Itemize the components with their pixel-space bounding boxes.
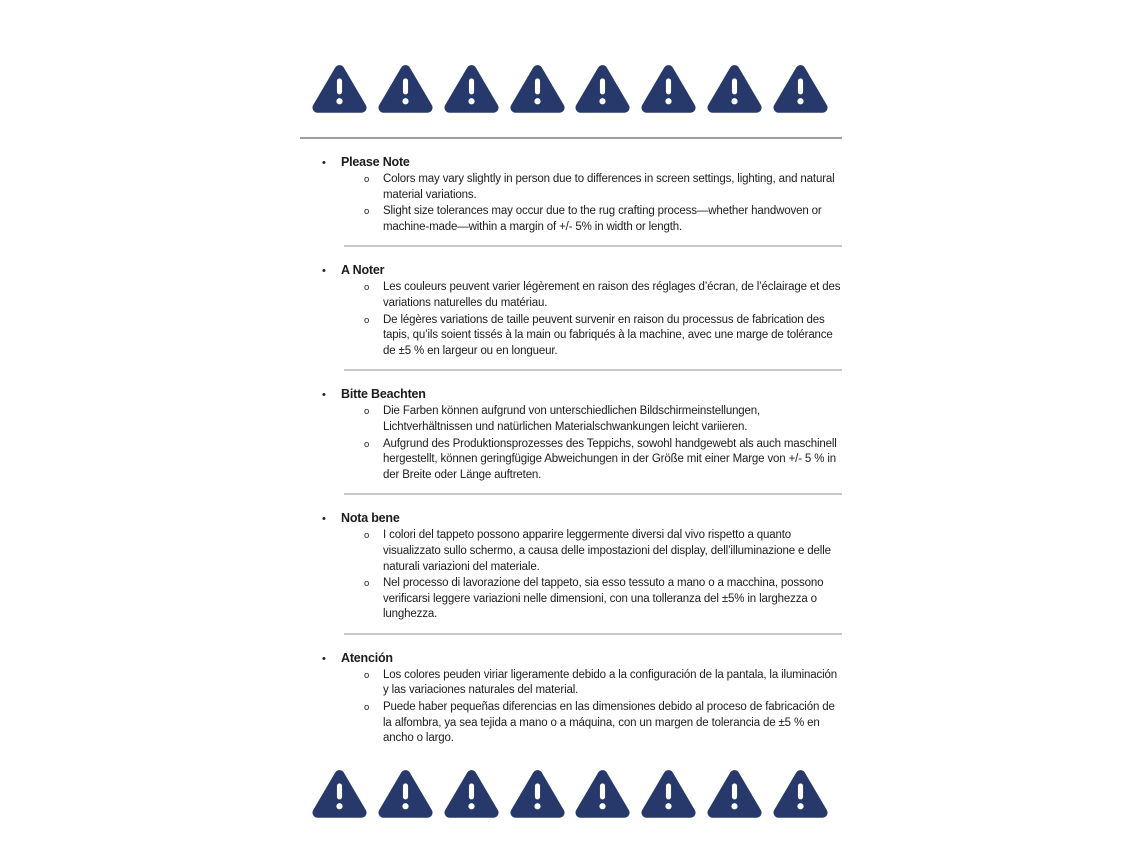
- warning-triangle-icon: [510, 767, 565, 819]
- section-heading: Bitte Beachten: [341, 387, 426, 402]
- section-divider: [344, 245, 842, 247]
- note-bullet: [364, 313, 842, 360]
- warning-triangle-icon: [707, 767, 762, 819]
- sub-bullet-marker: o: [364, 669, 370, 681]
- warning-triangle-icon: [575, 767, 630, 819]
- note-bullet: [364, 204, 842, 235]
- section-heading-row: [300, 651, 842, 666]
- note-text: Nel processo di lavorazione del tappeto, sia esso tessuto a mano o a macchina, possono verificarsi leggere variazioni nelle dimensioni, con una tolleranza del ±5% in larghezza o lunghezza.: [383, 577, 824, 621]
- sub-bullet-marker: o: [364, 174, 370, 185]
- section-divider: [344, 493, 842, 495]
- section-heading: Please Note: [341, 155, 410, 169]
- note-bullet: [364, 404, 842, 435]
- note-text: Puede haber pequeñas diferencias en las dimensiones debido al proceso de fabricación de la alfombra, ya sea tejida a mano o a máquina, con un margen de tolerancia de ±5 % en ancho o largo.: [383, 701, 835, 745]
- note-bullet: [364, 528, 842, 575]
- section-divider: [344, 369, 842, 371]
- section-bullets: [300, 668, 842, 747]
- note-text: Los colores peuden viriar ligeramente debido a la configuración de la pantala, la iluminación y las variaciones naturales del material.: [383, 668, 838, 697]
- note-bullet: [364, 700, 842, 747]
- warning-triangle-icon: [575, 62, 630, 114]
- note-sections: [300, 155, 842, 747]
- note-bullet: [364, 576, 842, 623]
- top-divider: [300, 137, 842, 139]
- note-section: [300, 387, 842, 495]
- sub-bullet-marker: o: [364, 206, 370, 218]
- section-heading-row: [300, 387, 842, 402]
- warning-triangle-icon: [378, 767, 433, 819]
- warning-triangle-icon: [641, 767, 696, 819]
- warning-icons-row-top: [312, 62, 828, 114]
- note-text: Die Farben können aufgrund von unterschiedlichen Bildschirmeinstellungen, Lichtverhältnissen und natürlichen Materialschwankungen leicht variieren.: [383, 405, 761, 433]
- warning-icons-row-bottom: [312, 767, 828, 819]
- note-bullet: [364, 437, 842, 484]
- warning-triangle-icon: [773, 767, 828, 819]
- sub-bullet-marker: o: [364, 406, 370, 418]
- bullet-marker: •: [322, 265, 326, 278]
- note-text: Colors may vary slightly in person due to differences in screen settings, lighting, and natural material variations.: [383, 173, 835, 201]
- sub-bullet-marker: o: [364, 314, 370, 326]
- sub-bullet-marker: o: [364, 438, 370, 450]
- warning-triangle-icon: [444, 767, 499, 819]
- note-text: Slight size tolerances may occur due to the rug crafting process—whether handwoven or machine-made—within a margin of +/- 5% in width or length.: [383, 205, 822, 233]
- note-section: [300, 511, 842, 635]
- sub-bullet-marker: o: [364, 702, 370, 714]
- section-bullets: [300, 528, 842, 623]
- warning-triangle-icon: [444, 62, 499, 114]
- section-heading: Atención: [341, 650, 393, 665]
- section-bullets: [300, 404, 842, 483]
- section-bullets: [300, 172, 842, 235]
- note-text: I colori del tappeto possono apparire leggermente diversi dal vivo rispetto a quanto visualizzato sullo schermo, a causa delle impostazioni del display, dell’illuminazione e delle naturali variazioni del materiale.: [383, 529, 831, 573]
- warning-triangle-icon: [641, 62, 696, 114]
- note-bullet: [364, 668, 842, 699]
- section-divider: [344, 633, 842, 635]
- section-heading: Nota bene: [341, 511, 400, 526]
- note-bullet: [364, 280, 842, 311]
- bullet-marker: •: [322, 513, 326, 526]
- document-content: [300, 0, 842, 819]
- note-text: Aufgrund des Produktionsprozesses des Teppichs, sowohl handgewebt als auch maschinell hergestellt, können geringfügige Abweichungen in der Größe mit einer Marge von +/- 5 % in der Breite oder Länge auftreten.: [383, 437, 837, 481]
- section-heading-row: [300, 263, 842, 278]
- note-bullet: [364, 172, 842, 203]
- note-text: Les couleurs peuvent varier légèrement en raison des réglages d’écran, de l’éclairage et des variations naturelles du matériau.: [383, 281, 841, 309]
- bullet-marker: •: [322, 157, 326, 169]
- note-text: De légères variations de taille peuvent survenir en raison du processus de fabrication des tapis, qu’ils soient tissés à la main ou fabriqués à la machine, avec une marge de tolérance de ±5 % en largeur ou en longueur.: [383, 313, 833, 357]
- warning-triangle-icon: [510, 62, 565, 114]
- bullet-marker: •: [322, 389, 326, 402]
- warning-triangle-icon: [312, 767, 367, 819]
- sub-bullet-marker: o: [364, 578, 370, 590]
- warning-triangle-icon: [773, 62, 828, 114]
- warning-triangle-icon: [378, 62, 433, 114]
- sub-bullet-marker: o: [364, 530, 370, 542]
- note-section: [300, 263, 842, 371]
- bullet-marker: •: [322, 652, 326, 665]
- sub-bullet-marker: o: [364, 282, 370, 294]
- note-section: [300, 155, 842, 247]
- section-heading-row: [300, 511, 842, 526]
- warning-triangle-icon: [312, 62, 367, 114]
- note-section: [300, 651, 842, 747]
- section-heading-row: [300, 155, 842, 170]
- section-heading: A Noter: [341, 263, 385, 278]
- warning-triangle-icon: [707, 62, 762, 114]
- section-bullets: [300, 280, 842, 359]
